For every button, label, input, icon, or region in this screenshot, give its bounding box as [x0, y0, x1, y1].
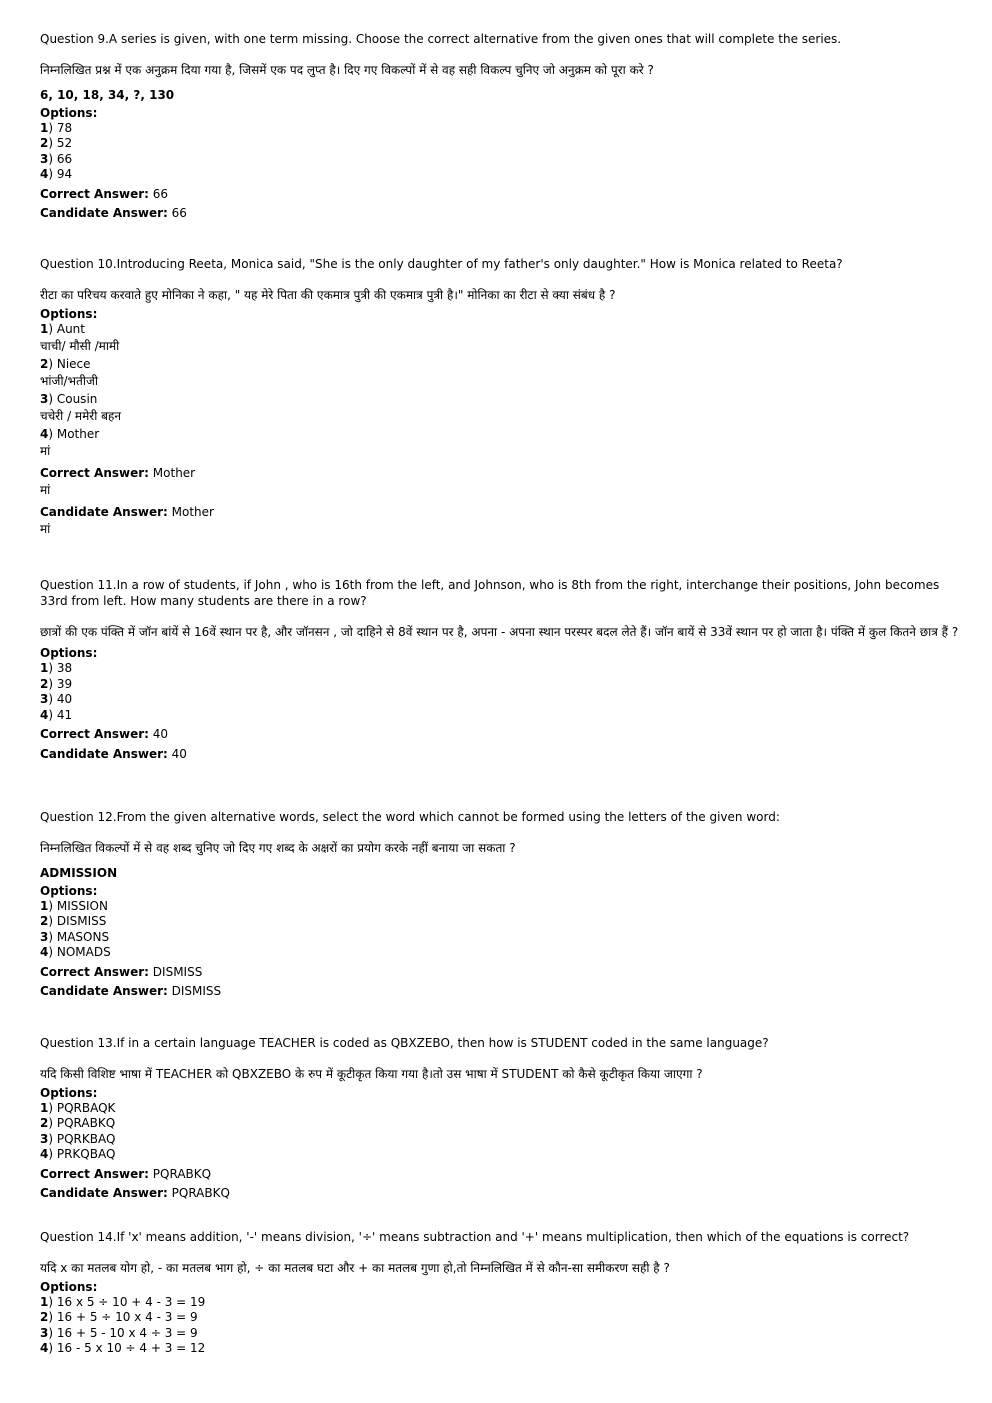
options-label: Options: [40, 306, 98, 321]
options-label: Options: [40, 105, 98, 120]
correct-answer-hindi: मां [40, 483, 51, 498]
options-label: Options: [40, 646, 98, 661]
option-item: 4) PRKQBAQ [40, 1147, 116, 1162]
option-item: 2) 16 + 5 ÷ 10 x 4 - 3 = 9 [40, 1310, 198, 1325]
option-item: 3) 16 + 5 - 10 x 4 ÷ 3 = 9 [40, 1325, 198, 1340]
option-hindi: भांजी/भतीजी [40, 374, 98, 389]
option-item: 4) Mother [40, 426, 100, 441]
option-item: 1) 38 [40, 661, 73, 676]
question-text-en: Question 9.A series is given, with one term missing. Choose the correct alternative from the given ones that will complete the series. [40, 32, 842, 46]
option-hindi: चचेरी / ममेरी बहन [40, 409, 121, 424]
option-item: 4) 16 - 5 x 10 ÷ 4 + 3 = 12 [40, 1341, 206, 1356]
option-item: 3) PQRKBAQ [40, 1131, 116, 1146]
option-item: 4) 94 [40, 167, 73, 182]
correct-answer: Correct Answer: Mother [40, 465, 196, 480]
question-block-12 [40, 810, 960, 1000]
question-block-11 [40, 578, 960, 762]
question-text-en: Question 13.If in a certain language TEACHER is coded as QBXZEBO, then how is STUDENT coded in the same language? [40, 1036, 769, 1050]
option-item: 2) Niece [40, 356, 91, 371]
option-item: 4) 41 [40, 707, 73, 722]
candidate-answer: Candidate Answer: Mother [40, 504, 214, 519]
option-item: 3) Cousin [40, 391, 98, 406]
question-text-hi: यदि किसी विशिष्ट भाषा में TEACHER को QBXZEBO के रुप में कूटीकृत किया गया है।तो उस भाषा में STUDENT को कैसे कूटीकृत किया जाएगा ? [40, 1066, 703, 1081]
candidate-answer-hindi: मां [40, 522, 51, 537]
option-item: 1) PQRBAQK [40, 1100, 116, 1115]
candidate-answer: Candidate Answer: 40 [40, 746, 187, 761]
option-item: 1) Aunt [40, 321, 85, 336]
question-block-10 [40, 257, 960, 538]
option-hindi: चाची/ मौसी /मामी [40, 339, 120, 354]
option-item: 1) 16 x 5 ÷ 10 + 4 - 3 = 19 [40, 1294, 206, 1309]
question-text-hi: रीटा का परिचय करवाते हुए मोनिका ने कहा, " यह मेरे पिता की एकमात्र पुत्री की एकमात्र पुत्री है।" मोनिका का रीटा से क्या संबंध है ? [40, 287, 616, 302]
option-item: 3) MASONS [40, 929, 110, 944]
correct-answer: Correct Answer: PQRABKQ [40, 1166, 212, 1181]
question-text-hi: निम्नलिखित प्रश्न में एक अनुक्रम दिया गया है, जिसमें एक पद लुप्त है। दिए गए विकल्पों में से वह सही विकल्प चुनिए जो अनुक्रम को पूरा करे ? [40, 62, 654, 77]
option-item: 3) 40 [40, 692, 73, 707]
question-block-14 [40, 1230, 960, 1357]
option-item: 1) MISSION [40, 898, 108, 913]
correct-answer: Correct Answer: 40 [40, 727, 169, 742]
question-block-13 [40, 1036, 960, 1202]
option-item: 2) 52 [40, 136, 73, 151]
options-label: Options: [40, 1085, 98, 1100]
options-label: Options: [40, 1279, 98, 1294]
candidate-answer: Candidate Answer: PQRABKQ [40, 1186, 230, 1201]
option-item: 2) 39 [40, 676, 73, 691]
correct-answer: Correct Answer: 66 [40, 186, 169, 201]
question-text-en: Question 12.From the given alternative words, select the word which cannot be formed using the letters of the given word: [40, 810, 780, 824]
option-item: 3) 66 [40, 151, 73, 166]
options-label: Options: [40, 883, 98, 898]
question-text-hi: यदि x का मतलब योग हो, - का मतलब भाग हो, ÷ का मतलब घटा और + का मतलब गुणा हो,तो निम्नलिखित में से कौन-सा समीकरण सही है ? [40, 1260, 670, 1275]
option-item: 2) PQRABKQ [40, 1116, 116, 1131]
question-text-en: Question 11.In a row of students, if John , who is 16th from the left, and Johnson, who is 8th from the right, interchange their positions, John becomes 33rd from left. How many students are there in a row? [40, 578, 940, 608]
correct-answer: Correct Answer: DISMISS [40, 964, 203, 979]
option-item: 2) DISMISS [40, 914, 107, 929]
number-series: 6, 10, 18, 34, ?, 130 [40, 87, 175, 102]
given-word: ADMISSION [40, 865, 118, 880]
question-text-en: Question 14.If 'x' means addition, '-' means division, '÷' means subtraction and '+' means multiplication, then which of the equations is correct? [40, 1230, 910, 1244]
option-item: 4) NOMADS [40, 945, 111, 960]
question-block-9 [40, 32, 960, 222]
candidate-answer: Candidate Answer: DISMISS [40, 984, 222, 999]
question-text-hi: निम्नलिखित विकल्पों में से वह शब्द चुनिए जो दिए गए शब्द के अक्षरों का प्रयोग करके नहीं बनाया जा सकता ? [40, 840, 516, 855]
question-text-en: Question 10.Introducing Reeta, Monica said, "She is the only daughter of my father's only daughter." How is Monica related to Reeta? [40, 257, 843, 271]
option-hindi: मां [40, 444, 51, 459]
option-item: 1) 78 [40, 120, 73, 135]
question-text-hi: छात्रों की एक पंक्ति में जॉन बांयें से 16वें स्थान पर है, और जॉनसन , जो दाहिने से 8वें स्थान पर है, अपना - अपना स्थान परस्पर बदल लेते हैं। जॉन बायें से 33वें स्थान पर हो जाता है। पंक्ति में कुल कितने छात्र हैं ? [40, 625, 959, 640]
candidate-answer: Candidate Answer: 66 [40, 206, 187, 221]
